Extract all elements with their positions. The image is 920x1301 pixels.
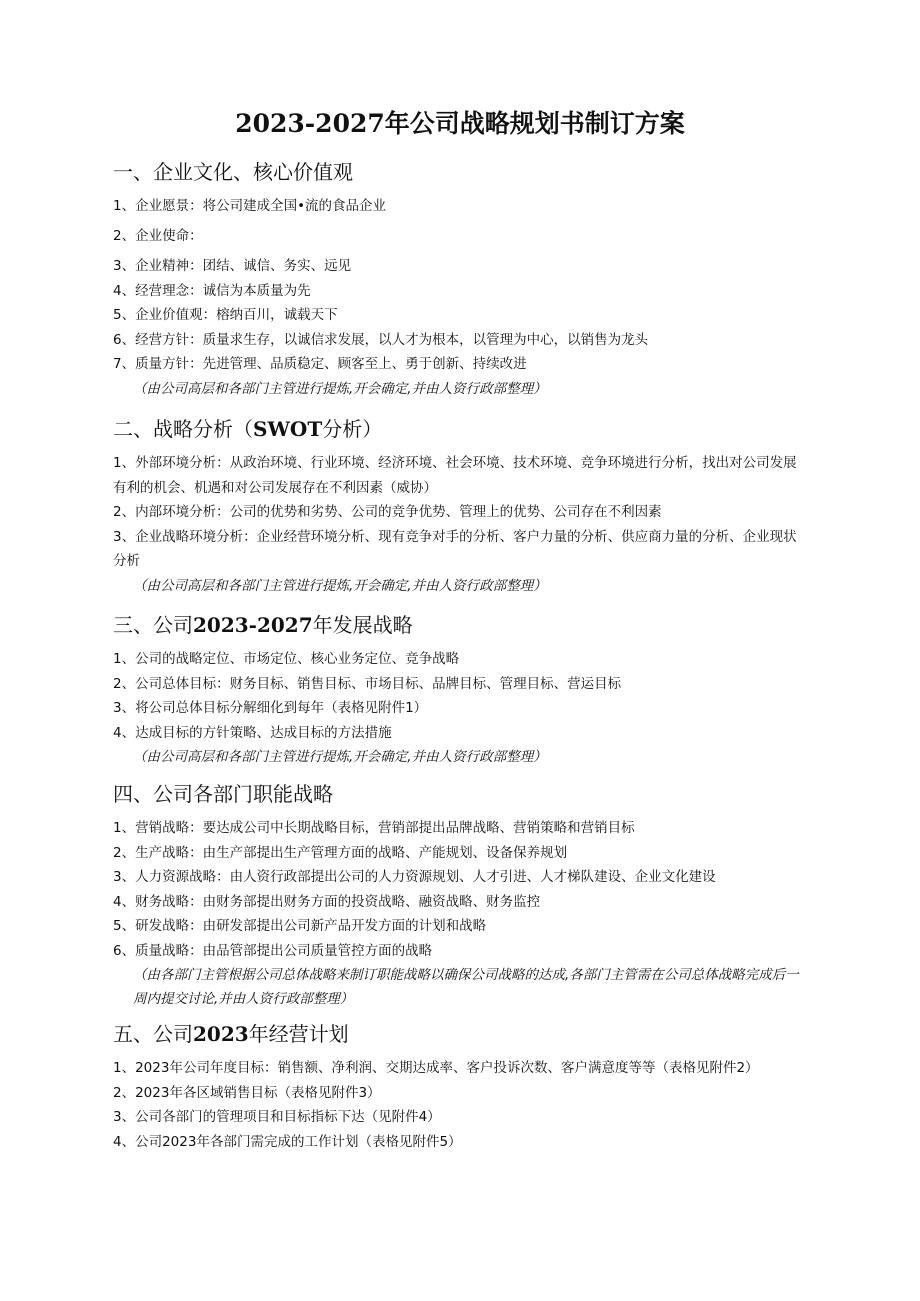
list-item: 2、2023年各区域销售目标（表格见附件3） [113,1084,381,1101]
list-item: 1、企业愿景：将公司建成全国•流的食品企业 [113,198,387,214]
list-item: 4、财务战略：由财务部提出财务方面的投资战略、融资战略、财务监控 [113,893,541,910]
list-item: 4、达成目标的方针策略、达成目标的方法措施 [113,724,392,741]
section-operating-plan [113,1020,805,1154]
list-item: 3、将公司总体目标分解细化到每年（表格见附件1） [113,700,428,716]
list-item: 4、经营理念：诚信为本质量为先 [113,282,311,299]
list-item: 1、2023年公司年度目标：销售额、净利润、交期达成率、客户投诉次数、客户满意度等等（表格见附件2） [113,1060,759,1076]
list-item: 7、质量方针：先进管理、品质稳定、顾客至上、勇于创新、持续改进 [113,356,527,372]
heading-bold: 2023 [193,1022,249,1046]
list-item: 3、企业精神：团结、诚信、务实、远见 [113,258,352,274]
list-item: 6、质量战略：由品管部提出公司质量管控方面的战略 [113,942,433,959]
heading-suffix: 年发展战略 [312,613,413,637]
heading-suffix: 年经营计划 [248,1022,349,1046]
section-department-strategies [113,780,809,1011]
section-heading: 一、企业文化、核心价值观 [113,160,353,184]
section-swot-analysis [113,415,805,598]
list-item: 6、经营方针：质量求生存，以诚信求发展，以人才为根本，以管理为中心，以销售为龙头 [113,331,649,348]
heading-prefix: 二、战略分析（ [113,417,253,441]
section-culture-values [113,158,648,401]
list-item: 3、人力资源战略：由人资行政部提出公司的人力资源规划、人才引进、人才梯队建设、企业文化建设 [113,869,716,885]
heading-bold: 2023-2027 [193,613,313,637]
list-item: 1、公司的战略定位、市场定位、核心业务定位、竞争战略 [113,651,460,667]
list-item: 2、公司总体目标：财务目标、销售目标、市场目标、品牌目标、管理目标、营运目标 [113,675,622,692]
section-note: （由公司高层和各部门主管进行提炼,开会确定,并由人资行政部整理） [133,380,547,397]
heading-prefix: 五、公司 [113,1022,193,1046]
section-heading [113,1020,805,1048]
section-heading [113,611,621,639]
list-item: 1、外部环境分析：从政治环境、行业环境、经济环境、社会环境、技术环境、竞争环境进行分析，找出对公司发展有利的机会、机遇和对公司发展存在不利因素（威协） [113,455,797,496]
section-note: （由各部门主管根据公司总体战略来制订职能战略以确保公司战略的达成,各部门主管需在公司总体战略完成后一周内提交讨论,并由人资行政部整理） [133,967,799,1007]
section-note: （由公司高层和各部门主管进行提炼,开会确定,并由人资行政部整理） [133,749,547,765]
list-item: 3、企业战略环境分析：企业经营环境分析、现有竞争对手的分析、客户力量的分析、供应商力量的分析、企业现状分析 [113,528,797,569]
section-development-strategy [113,611,621,769]
document-title: 2023-2027年公司战略规划书制订方案 [235,109,685,138]
list-item: 5、企业价值观：榕纳百川，诚载天下 [113,307,338,323]
list-item: 2、生产战略：由生产部提出生产管理方面的战略、产能规划、设备保养规划 [113,844,568,861]
section-note: （由公司高层和各部门主管进行提炼,开会确定,并由人资行政部整理） [133,577,547,594]
list-item: 5、研发战略：由研发部提出公司新产品开发方面的计划和战略 [113,918,487,934]
list-item: 3、公司各部门的管理项目和目标指标下达（见附件4） [113,1109,441,1125]
heading-prefix: 三、公司 [113,613,193,637]
list-item: 2、企业使命： [113,227,203,244]
list-item: 1、营销战略：要达成公司中长期战略目标，营销部提出品牌战略、营销策略和营销目标 [113,820,635,836]
list-item: 4、公司2023年各部门需完成的工作计划（表格见附件5） [113,1133,462,1150]
section-heading [113,415,805,443]
heading-bold: SWOT [253,417,323,441]
heading-suffix: 分析） [322,417,383,441]
list-item: 2、内部环境分析：公司的优势和劣势、公司的竞争优势、管理上的优势、公司存在不利因素 [113,504,662,520]
section-heading: 四、公司各部门职能战略 [113,782,333,806]
